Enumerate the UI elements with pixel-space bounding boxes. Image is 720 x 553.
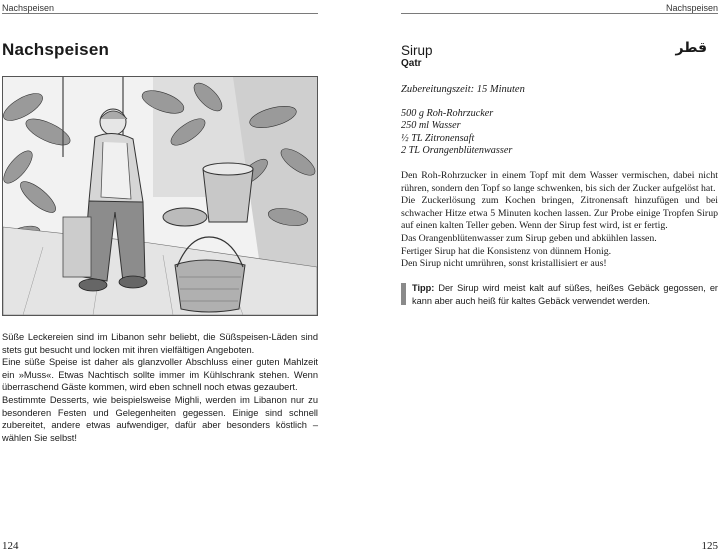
page-number-right: 125: [701, 540, 718, 552]
instruction-step: Die Zuckerlösung zum Kochen bringen, Zitronensaft hinzufügen und bei schwacher Hitze etwa 5 Minuten kochen lassen. Zur Probe einige Tropfen Sirup auf einen kalten Teller geben. Wenn der Sirup fest wird, ist er fertig.: [401, 195, 718, 232]
intro-text: [2, 331, 318, 444]
arabic-title: قطر: [675, 40, 707, 56]
ingredient-list: [401, 108, 512, 157]
instruction-step: Den Roh-Rohrzucker in einem Topf mit dem Wasser vermischen, dabei nicht rühren, sondern den Topf so lange schwenken, bis sich der Zucker aufgelöst hat.: [401, 170, 718, 194]
recipe-subtitle: Qatr: [401, 58, 422, 69]
ingredient-item: 2 TL Orangenblütenwasser: [401, 144, 513, 156]
header-rule-left: [2, 13, 318, 14]
intro-paragraph-2: Eine süße Speise ist daher als glanzvoller Abschluss einer guten Mahlzeit ein »Muss«. Etwas Nachtisch sollte immer im Kühlschrank stehen. Wenn überraschend Gäste kommen, wird eben schnell noch etwas gezaubert.: [2, 357, 318, 393]
instruction-step: Den Sirup nicht umrühren, sonst kristallisiert er aus!: [401, 258, 607, 270]
chapter-title: Nachspeisen: [2, 40, 110, 59]
ingredient-item: 500 g Roh-Rohrzucker: [401, 108, 494, 119]
page-number-left: 124: [2, 540, 19, 552]
ingredient-item: ½ TL Zitronensaft: [401, 132, 475, 144]
instruction-step: Fertiger Sirup hat die Konsistenz von dünnem Honig.: [401, 245, 612, 257]
instruction-step: Das Orangenblütenwasser zum Sirup geben und abkühlen lassen.: [401, 232, 657, 244]
intro-paragraph-3: Bestimmte Desserts, wie beispielsweise Mighli, werden im Libanon nur zu besonderen Festen und Gelegenheiten gegessen. Einige sind schnell zubereitet, andere etwas aufwendiger, dafür aber besonders köstlich – wählen Sie selbst!: [2, 394, 318, 443]
tip-text: Der Sirup wird meist kalt auf süßes, heißes Gebäck gegossen, er kann aber auch heiß für kaltes Gebäck verwendet werden.: [412, 283, 718, 306]
recipe-instructions: [401, 170, 718, 271]
ingredient-item: 250 ml Wasser: [401, 120, 461, 132]
tip-marker-bar: [401, 283, 406, 305]
illustration-drawing: [3, 77, 317, 315]
illustration-woman-shelling-beans: [2, 76, 318, 316]
tip-label: Tipp:: [412, 283, 435, 293]
prep-time: Zubereitungszeit: 15 Minuten: [401, 84, 525, 95]
running-head-left: Nachspeisen: [2, 3, 55, 13]
header-rule-right: [401, 13, 718, 14]
recipe-title: Sirup: [401, 43, 433, 58]
running-head-right: Nachspeisen: [665, 3, 718, 13]
intro-paragraph-1: Süße Leckereien sind im Libanon sehr beliebt, die Süßspeisen-Läden sind stets gut besucht und locken mit ihren vielfältigen Angeboten.: [2, 332, 318, 355]
tip-box: [412, 282, 718, 307]
